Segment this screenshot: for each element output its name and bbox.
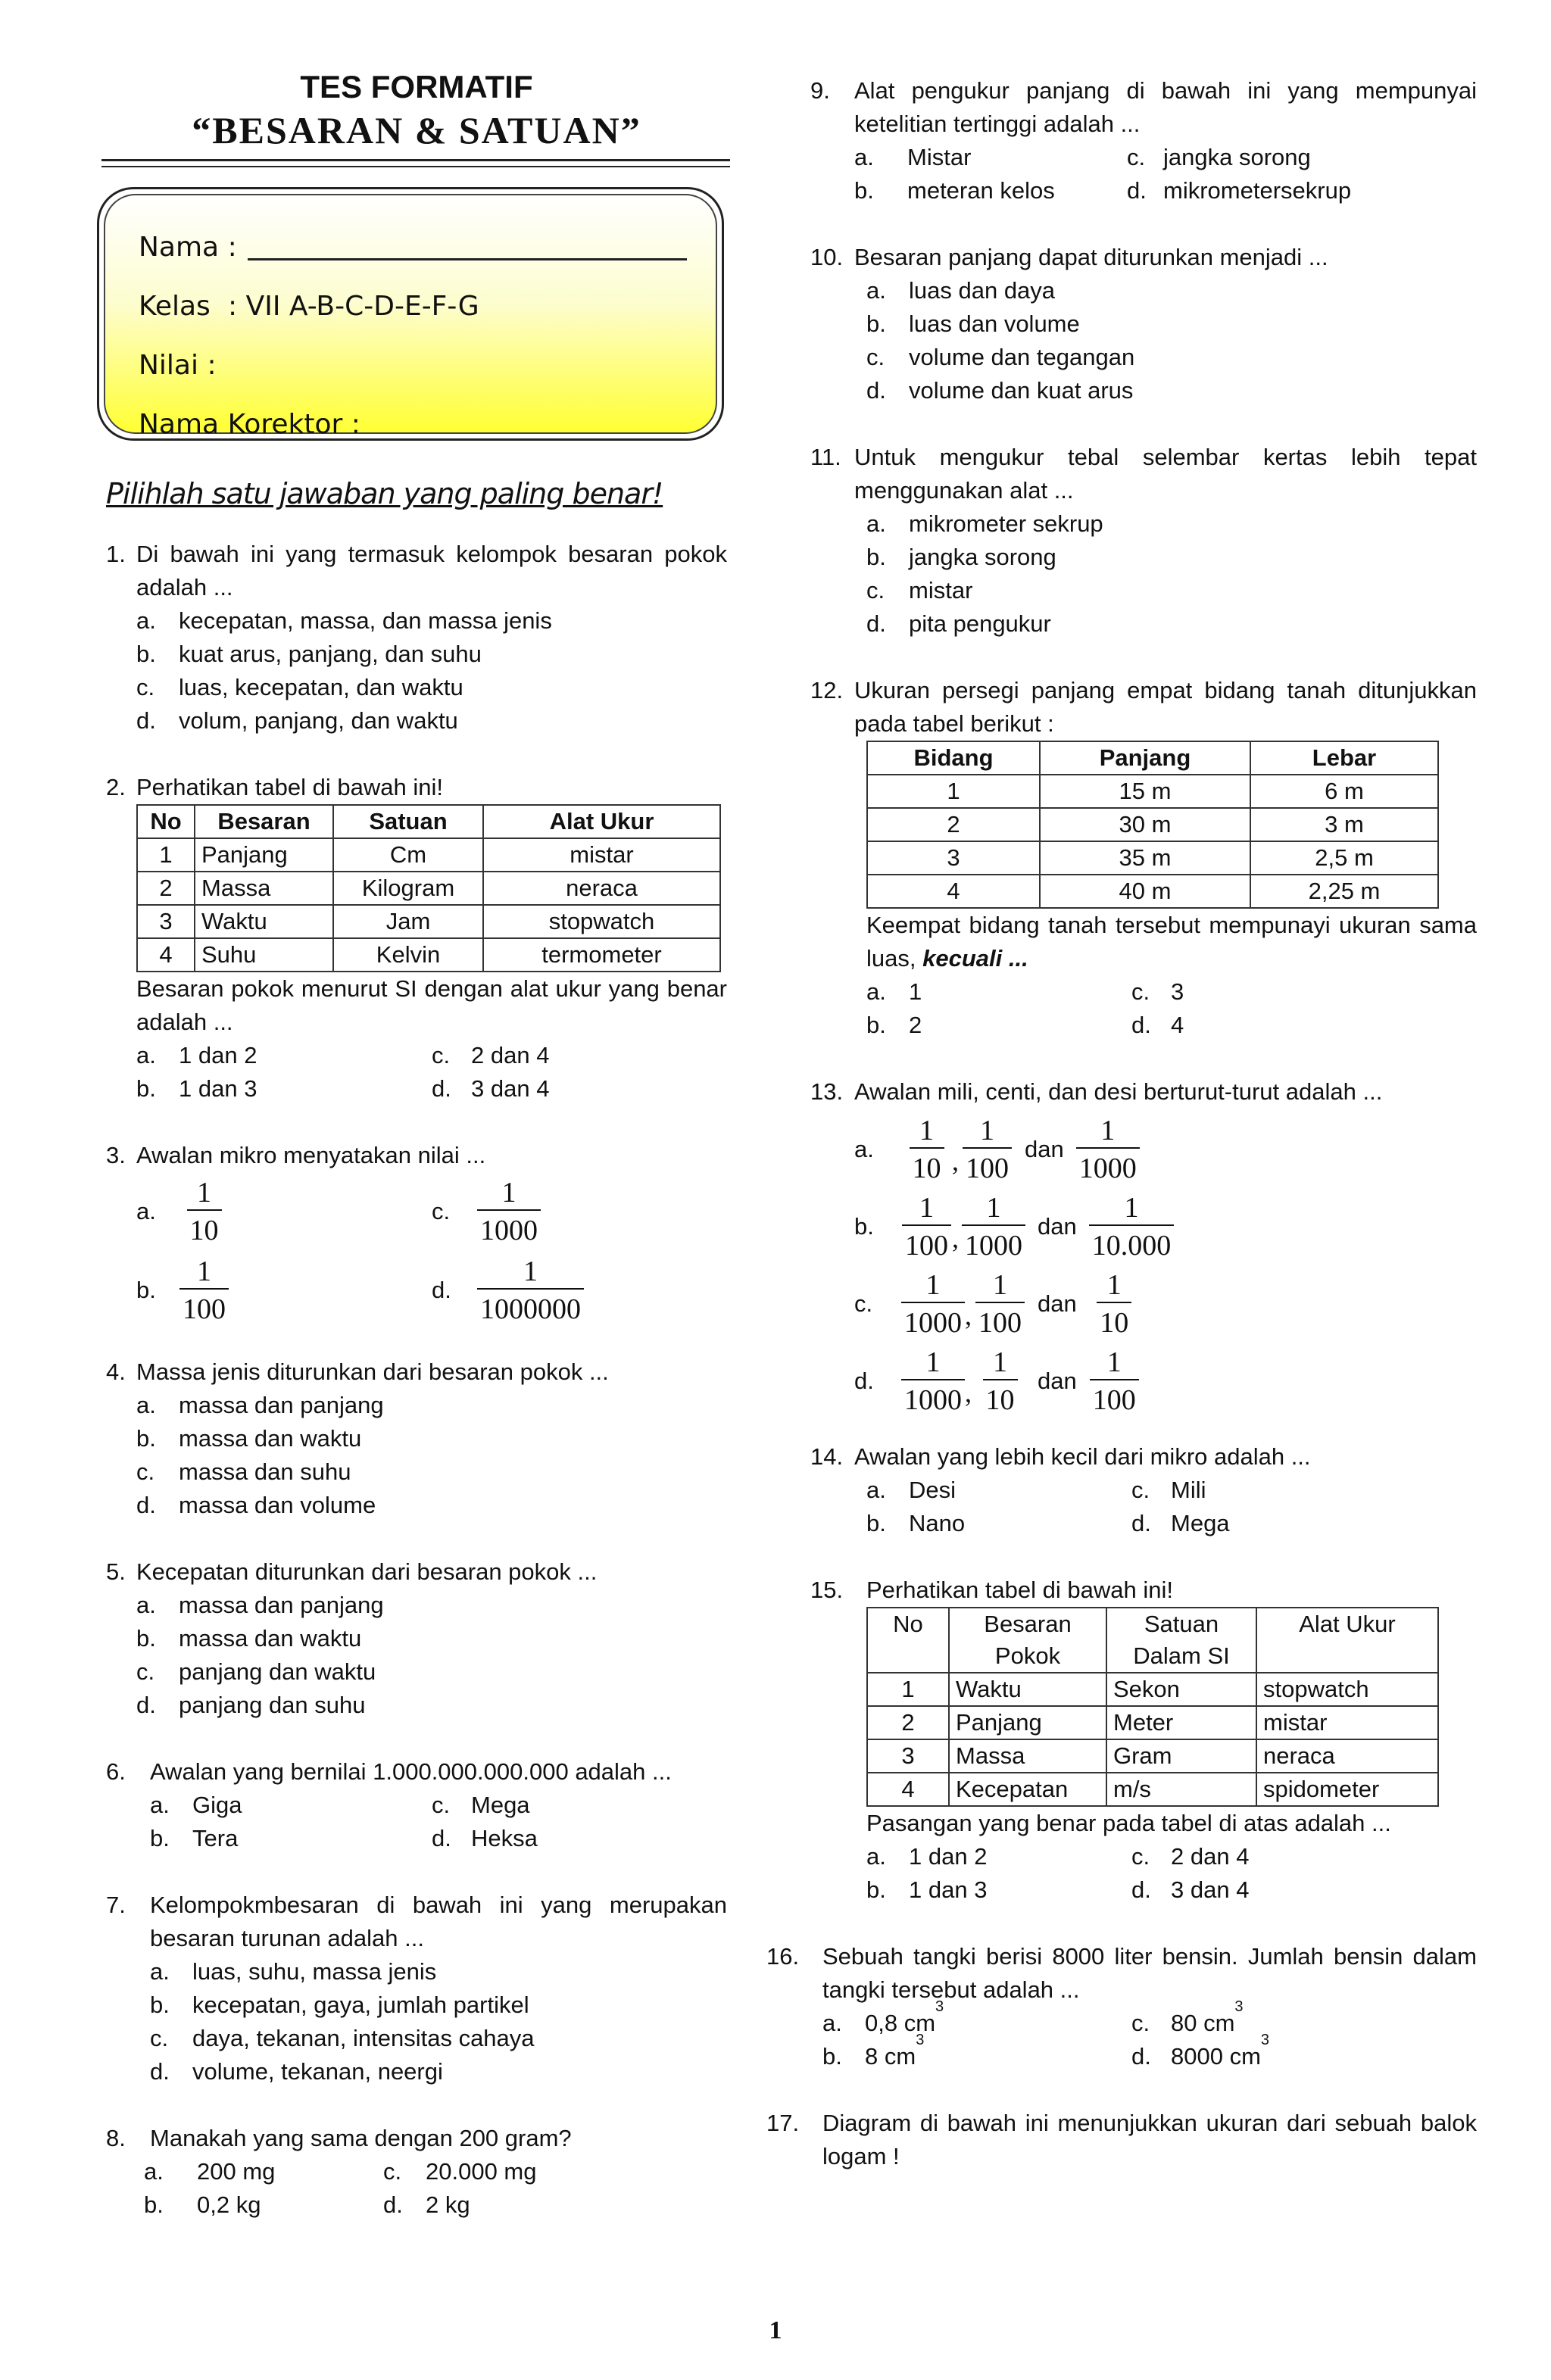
option-c[interactable]: c. $\frac{1}{1000}$ , $\frac{1}{100}$ dan $\frac{1}{10}$	[854, 1268, 1477, 1340]
instruction: Pilihlah satu jawaban yang paling benar!	[106, 477, 663, 510]
option-a[interactable]: a. 200 mg	[144, 2158, 276, 2185]
question-number: 4.	[106, 1358, 126, 1385]
question-7	[106, 1889, 727, 2088]
table-row: 1 Waktu Sekon stopwatch	[867, 1673, 1438, 1706]
option-a[interactable]: a. massa dan panjang	[136, 1592, 384, 1618]
question-number: 6.	[106, 1758, 126, 1785]
question-16	[766, 1940, 1477, 2073]
question-13	[810, 1075, 1477, 1418]
question-text: Awalan yang lebih kecil dari mikro adalah ...	[854, 1443, 1311, 1470]
option-b[interactable]: b. jangka sorong	[866, 544, 1056, 570]
question-number: 13.	[810, 1078, 844, 1105]
option-d[interactable]: d. 3 dan 4	[1131, 1876, 1250, 1903]
option-a[interactable]: a. 1 dan 2	[866, 1843, 988, 1870]
left-column	[106, 68, 727, 2255]
question-text: Kelompokmbesaran di bawah ini yang merupakan besaran turunan adalah ...	[150, 1892, 727, 1951]
option-b[interactable]: b. $\frac{1}{100}$ , $\frac{1}{1000}$ dan $\frac{1}{10.000}$	[854, 1190, 1477, 1263]
question-text: Sebuah tangki berisi 8000 liter bensin. Jumlah bensin dalam tangki tersebut adalah ...	[822, 1943, 1477, 2003]
question-1	[106, 538, 727, 738]
option-c[interactable]: c. 80 cm 3	[1131, 1998, 1244, 2036]
option-d[interactable]: d. Mega	[1131, 1510, 1230, 1536]
question-text: Manakah yang sama dengan 200 gram?	[150, 2125, 572, 2151]
question-text: Di bawah ini yang termasuk kelompok besaran pokok adalah ...	[136, 541, 727, 600]
option-b[interactable]: b. 2	[866, 1012, 922, 1038]
student-id-box	[97, 187, 724, 441]
option-b[interactable]: b. meteran kelos	[854, 177, 1055, 204]
option-d[interactable]: d. 4	[1131, 1012, 1184, 1038]
question-text: Kecepatan diturunkan dari besaran pokok ...	[136, 1558, 598, 1585]
question-9	[810, 74, 1477, 207]
question-number: 10.	[810, 244, 844, 270]
table-row: 4 Kecepatan m/s spidometer	[867, 1773, 1438, 1806]
option-c[interactable]: c. 2 dan 4	[1131, 1843, 1250, 1870]
page-number: 1	[769, 2316, 782, 2344]
table-row: 2 Panjang Meter mistar	[867, 1706, 1438, 1739]
question-number: 14.	[810, 1443, 844, 1470]
option-a[interactable]: a. kecepatan, massa, dan massa jenis	[136, 607, 552, 634]
question-number: 11.	[810, 444, 841, 470]
option-d[interactable]: d. pita pengukur	[866, 610, 1051, 637]
units-table	[136, 804, 721, 972]
table-header-row: No Besaran Pokok Satuan Dalam SI Alat Ukur	[867, 1608, 1438, 1673]
option-d[interactable]: d. 3 dan 4	[432, 1075, 550, 1102]
question-followup: Keempat bidang tanah tersebut mempunayi ukuran sama luas, kecuali ...	[866, 912, 1477, 972]
question-text: Diagram di bawah ini menunjukkan ukuran dari sebuah balok logam !	[822, 2110, 1477, 2169]
question-8	[106, 2122, 727, 2222]
question-12	[810, 674, 1477, 1042]
option-c[interactable]: c. luas, kecepatan, dan waktu	[136, 674, 463, 700]
option-d[interactable]: d. volume, tekanan, neergi	[150, 2058, 443, 2085]
question-text: Awalan mikro menyatakan nilai ...	[136, 1142, 486, 1168]
option-a[interactable]: a. luas dan daya	[866, 277, 1056, 304]
option-d[interactable]: d. $\frac{1}{1000000}$	[432, 1255, 584, 1326]
question-text: Besaran panjang dapat diturunkan menjadi ...	[854, 244, 1328, 270]
option-a[interactable]: a. 0,8 cm 3	[822, 1998, 944, 2036]
question-number: 7.	[106, 1892, 126, 1918]
option-b[interactable]: b. 1 dan 3	[866, 1876, 988, 1903]
si-table	[866, 1607, 1439, 1807]
table-header-row: No Besaran Satuan Alat Ukur	[137, 805, 720, 838]
page-subtitle: “BESARAN & SATUAN”	[192, 109, 641, 151]
option-c[interactable]: c. volume dan tegangan	[866, 344, 1135, 370]
question-followup: Pasangan yang benar pada tabel di atas adalah ...	[866, 1810, 1391, 1836]
option-b[interactable]: b. 0,2 kg	[144, 2191, 261, 2218]
table-row: 1 Panjang Cm mistar	[137, 838, 720, 872]
option-c[interactable]: c. 3	[1131, 978, 1184, 1005]
question-number: 1.	[106, 541, 126, 567]
question-10	[810, 241, 1477, 407]
option-c[interactable]: c. Mega	[432, 1792, 530, 1818]
option-b[interactable]: b. massa dan waktu	[136, 1625, 362, 1652]
korektor-label: Nama Korektor :	[139, 409, 360, 440]
nama-input-line[interactable]	[248, 236, 687, 260]
option-b[interactable]: b. luas dan volume	[866, 310, 1080, 337]
table-row: 4 Suhu Kelvin termometer	[137, 938, 720, 972]
option-c[interactable]: c. panjang dan waktu	[136, 1658, 376, 1685]
option-a[interactable]: a. $\frac{1}{10}$	[136, 1176, 432, 1247]
option-c[interactable]: c. $\frac{1}{1000}$	[432, 1176, 541, 1247]
option-b[interactable]: b. massa dan waktu	[136, 1425, 362, 1452]
option-c[interactable]: c. 2 dan 4	[432, 1042, 550, 1068]
option-d[interactable]: d. $\frac{1}{1000}$ , $\frac{1}{10}$ dan $\frac{1}{100}$	[854, 1345, 1477, 1418]
option-b[interactable]: b. Nano	[866, 1510, 966, 1536]
option-c[interactable]: c. daya, tekanan, intensitas cahaya	[150, 2025, 535, 2051]
option-b[interactable]: b. 8 cm 3	[822, 2032, 925, 2070]
option-d[interactable]: d. Heksa	[432, 1825, 538, 1851]
nama-label: Nama :	[139, 232, 237, 263]
kelas-row	[139, 277, 716, 336]
question-11	[810, 441, 1477, 641]
question-number: 2.	[106, 774, 126, 800]
option-a[interactable]: a. Mistar	[854, 144, 972, 170]
question-text: Perhatikan tabel di bawah ini!	[136, 774, 443, 800]
korektor-row	[139, 395, 716, 454]
nilai-row	[139, 336, 716, 395]
question-2	[106, 771, 727, 1106]
option-d[interactable]: d. mikrometersekrup	[1127, 177, 1352, 204]
option-c[interactable]: c. jangka sorong	[1127, 144, 1311, 170]
right-column	[766, 74, 1477, 2207]
option-a[interactable]: a. mikrometer sekrup	[866, 510, 1103, 537]
question-3	[106, 1139, 727, 1330]
nama-row	[139, 218, 716, 277]
table-row: 1 15 m 6 m	[867, 775, 1438, 808]
question-followup: Besaran pokok menurut SI dengan alat ukur yang benar adalah ...	[136, 975, 727, 1035]
option-a[interactable]: a. 1 dan 2	[136, 1042, 257, 1068]
question-text: Awalan yang bernilai 1.000.000.000.000 adalah ...	[150, 1758, 672, 1785]
option-a[interactable]: a. massa dan panjang	[136, 1392, 384, 1418]
option-c[interactable]: c. Mili	[1131, 1477, 1206, 1503]
title-divider	[101, 159, 730, 167]
option-a[interactable]: a. Giga	[150, 1792, 242, 1818]
question-6	[106, 1755, 727, 1855]
question-number: 3.	[106, 1142, 126, 1168]
table-header-row: Bidang Panjang Lebar	[867, 741, 1438, 775]
question-text: Perhatikan tabel di bawah ini!	[866, 1577, 1173, 1603]
table-row: 3 35 m 2,5 m	[867, 841, 1438, 875]
question-text: Untuk mengukur tebal selembar kertas lebih tepat menggunakan alat ...	[854, 444, 1477, 504]
option-b[interactable]: b. kuat arus, panjang, dan suhu	[136, 641, 482, 667]
option-d[interactable]: d. panjang dan suhu	[136, 1692, 366, 1718]
question-number: 16.	[766, 1943, 800, 1970]
question-text: Alat pengukur panjang di bawah ini yang mempunyai ketelitian tertinggi adalah ...	[854, 77, 1477, 137]
question-number: 12.	[810, 677, 844, 703]
option-a[interactable]: a. Desi	[866, 1477, 957, 1503]
option-b[interactable]: b. Tera	[150, 1825, 239, 1851]
question-text: Massa jenis diturunkan dari besaran pokok ...	[136, 1358, 609, 1385]
option-c[interactable]: c. massa dan suhu	[136, 1458, 351, 1485]
question-number: 8.	[106, 2125, 126, 2151]
question-text: Awalan mili, centi, dan desi berturut-turut adalah ...	[854, 1078, 1383, 1105]
table-row: 3 Waktu Jam stopwatch	[137, 905, 720, 938]
land-table	[866, 741, 1439, 909]
table-row: 2 Massa Kilogram neraca	[137, 872, 720, 905]
option-a[interactable]: a. luas, suhu, massa jenis	[150, 1958, 437, 1985]
option-d[interactable]: d. volume dan kuat arus	[866, 377, 1134, 404]
question-5	[106, 1555, 727, 1722]
option-c[interactable]: c. 20.000 mg	[383, 2158, 537, 2185]
option-d[interactable]: d. 2 kg	[383, 2191, 470, 2218]
table-row: 2 30 m 3 m	[867, 808, 1438, 841]
option-a[interactable]: a. $\frac{1}{10}$ , $\frac{1}{100}$ dan $\frac{1}{1000}$	[854, 1113, 1477, 1186]
page-title: TES FORMATIF	[300, 69, 533, 104]
table-row: 3 Massa Gram neraca	[867, 1739, 1438, 1773]
table-row: 4 40 m 2,25 m	[867, 875, 1438, 908]
kelas-label: Kelas	[139, 291, 211, 322]
option-c[interactable]: c. mistar	[866, 577, 973, 604]
question-number: 17.	[766, 2110, 800, 2136]
option-d[interactable]: d. massa dan volume	[136, 1492, 376, 1518]
question-number: 15.	[810, 1577, 844, 1603]
question-17	[766, 2107, 1477, 2173]
nilai-label: Nilai :	[139, 350, 217, 381]
question-text: Ukuran persegi panjang empat bidang tanah ditunjukkan pada tabel berikut :	[854, 677, 1477, 737]
student-id-box-inner	[104, 194, 717, 440]
question-14	[810, 1440, 1477, 1540]
question-15	[810, 1574, 1477, 1907]
question-number: 9.	[810, 77, 830, 104]
kelas-value: : VII A-B-C-D-E-F-G	[228, 291, 479, 322]
question-4	[106, 1355, 727, 1522]
option-a[interactable]: a. 1	[866, 978, 922, 1005]
option-d[interactable]: d. 8000 cm 3	[1131, 2032, 1270, 2070]
question-number: 5.	[106, 1558, 126, 1585]
option-d[interactable]: d. volum, panjang, dan waktu	[136, 707, 458, 734]
option-b[interactable]: b. 1 dan 3	[136, 1075, 257, 1102]
option-b[interactable]: b. $\frac{1}{100}$	[136, 1255, 432, 1326]
option-b[interactable]: b. kecepatan, gaya, jumlah partikel	[150, 1992, 529, 2018]
